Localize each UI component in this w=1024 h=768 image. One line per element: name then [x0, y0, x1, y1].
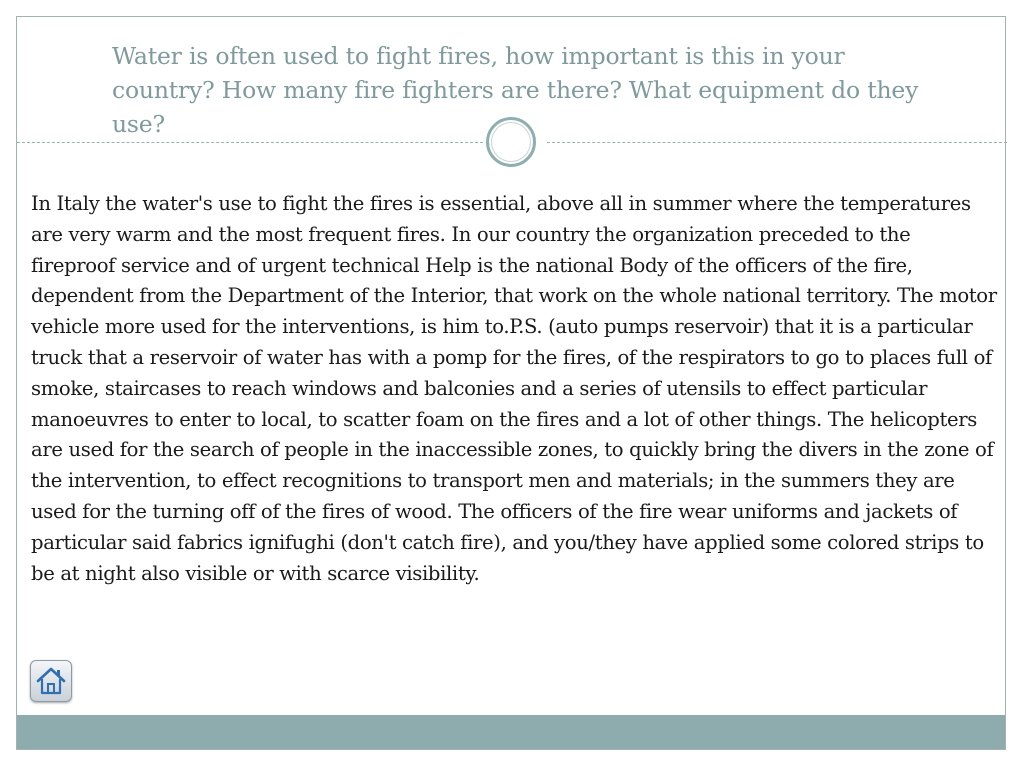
title-divider-left [17, 142, 483, 143]
slide-body-text: In Italy the water's use to fight the fires is essential, above all in summer where the temperatures are very warm and the most frequent fires. In our country the organization preceded to the fireproof service and of urgent technical Help is the national Body of the officers of the fire, dependent from the Department of the Interior, that work on the whole national territory. The motor vehicle more used for the interventions, is him to.P.S. (auto pumps reservoir) that it is a particular truck that a reservoir of water has with a pomp for the fires, of the respirators to go to places full of smoke, staircases to reach windows and balconies and a series of utensils to effect particular manoeuvres to enter to local, to scatter foam on the fires and a lot of other things. The helicopters are used for the search of people in the inaccessible zones, to quickly bring the divers in the zone of the intervention, to effect recognitions to transport men and materials; in the summers they are used for the turning off of the fires of wood. The officers of the fire wear uniforms and jackets of particular said fabrics ignifughi (don't catch fire), and you/they have applied some colored strips to be at night also visible or with scarce visibility. [31, 192, 997, 585]
slide [16, 16, 1006, 750]
home-icon [35, 665, 67, 697]
footer-accent-bar [17, 715, 1005, 749]
home-button[interactable] [30, 660, 72, 702]
divider-circle-ornament [486, 117, 536, 167]
title-divider-right [547, 142, 1007, 143]
slide-title: Water is often used to fight fires, how important is this in your country? How many fire fighters are there? What equipment do they use? [112, 42, 919, 138]
